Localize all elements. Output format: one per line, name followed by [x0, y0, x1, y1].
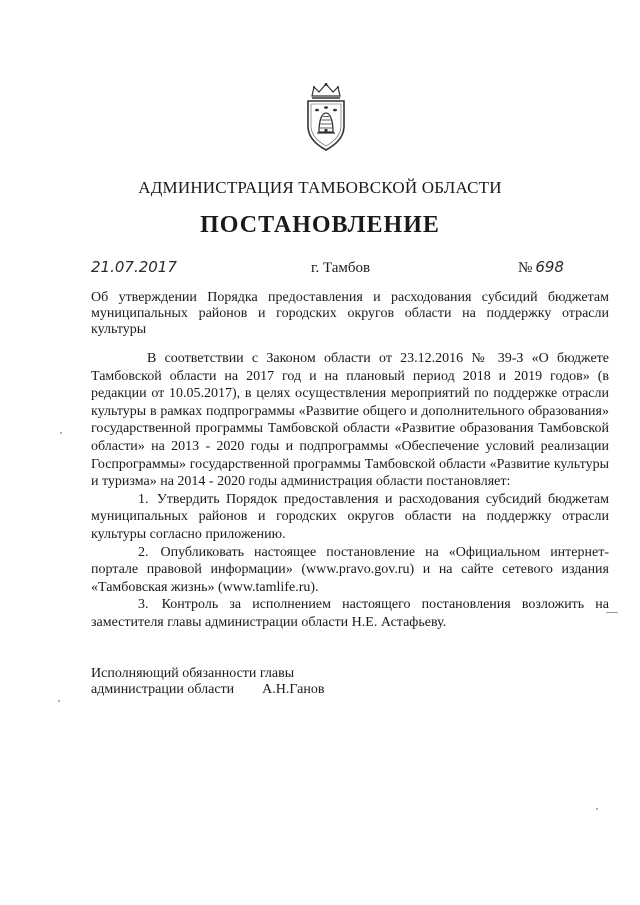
resolution-item-1: [91, 491, 609, 544]
document-title: Об утверждении Порядка предоставления и расходования субсидий бюджетам муниципальных районов и городских округов области на поддержку отрасли культуры: [91, 290, 609, 337]
item-number: 3.: [138, 597, 149, 613]
number-sign: №: [518, 260, 533, 276]
coat-of-arms-icon: [300, 82, 352, 152]
scan-speck: [58, 700, 60, 702]
number-value: 698: [535, 258, 564, 276]
scan-speck: [60, 432, 62, 434]
document-date: 21.07.2017: [91, 258, 177, 276]
item-text: Утвердить Порядок предоставления и расходования субсидий бюджетам муниципальных районов и городских округов области на поддержку отрасли культуры согласно приложению.: [91, 491, 609, 542]
intro-paragraph: В соответствии с Законом области от 23.12.2016 № 39-З «О бюджете Тамбовской области на 2017 год и на плановый период 2018 и 2019 годов» (в редакции от 10.05.2017), в целях осуществления мероприятий по поддержке отрасли культуры в рамках подпрограммы «Развитие общего и дополнительного образования» государственной программы Тамбовской области «Развитие образования Тамбовской области» на 2013 - 2020 годы и подпрограммы «Обеспечение условий реализации Госпрограммы» государственной программы Тамбовской области «Развитие культуры и туризма» на 2014 - 2020 годы администрация области постановляет:: [91, 351, 609, 490]
item-text: Опубликовать настоящее постановление на «Официальном интернет-портале правовой информации» (www.pravo.gov.ru) и на сайте сетевого издания «Тамбовская жизнь» (www.tamlife.ru).: [91, 544, 609, 595]
document-body: [91, 350, 609, 632]
resolution-item-3: [91, 596, 609, 631]
document-number: [518, 258, 564, 277]
document-type: ПОСТАНОВЛЕНИЕ: [200, 212, 440, 238]
item-number: 2.: [138, 544, 149, 560]
document-city: г. Тамбов: [311, 260, 371, 276]
item-text: Контроль за исполнением настоящего постановления возложить на заместителя главы администрации области Н.Е. Астафьеву.: [91, 597, 610, 630]
resolution-item-2: [91, 544, 609, 597]
signatory-position-line1: Исполняющий обязанности главы: [91, 666, 295, 681]
signature-block: [91, 666, 491, 698]
scan-speck: [596, 808, 598, 810]
scan-speck: [606, 612, 618, 613]
agency-name: АДМИНИСТРАЦИЯ ТАМБОВСКОЙ ОБЛАСТИ: [138, 178, 502, 197]
item-number: 1.: [138, 491, 149, 507]
signatory-position-text: администрации области: [91, 682, 235, 697]
signatory-position-line2: [91, 682, 491, 698]
signatory-name: А.Н.Ганов: [262, 682, 325, 697]
